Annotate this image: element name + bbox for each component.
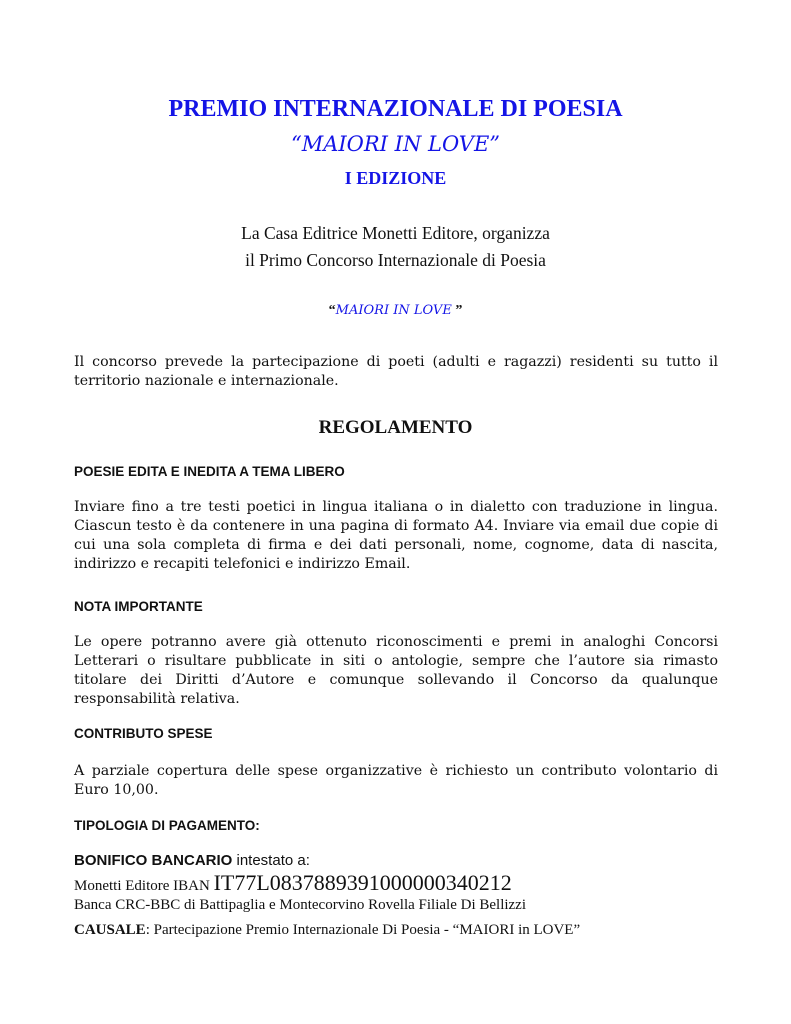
section-text-nota: Le opere potranno avere già ottenuto riconoscimenti e premi in analoghi Concorsi Letterari o risultare pubblicate in siti o antologie, sempre che l’autore sia rimasto titolare dei Diritti d’Autore e comunque sollevando il Concorso da qualunque responsabilità relativa.	[74, 634, 718, 707]
open-quote: “	[328, 303, 336, 318]
section-heading-poesie: POESIE EDITA E INEDITA A TEMA LIBERO	[74, 464, 345, 479]
causale-line	[74, 922, 580, 939]
regolamento-heading: REGOLAMENTO	[318, 417, 473, 438]
section-text-poesie: Inviare fino a tre testi poetici in lingua italiana o in dialetto con traduzione in lingua. Ciascun testo è da contenere in una pagina di formato A4. Inviare via email due copie di cui una sola completa di firma e dei dati personali, nome, cognome, data di nascita, indirizzo e recapiti telefonici e indirizzo Email.	[74, 499, 718, 572]
edition-label: I EDIZIONE	[344, 168, 447, 188]
contest-subtitle-name: MAIORI IN LOVE	[335, 303, 452, 318]
iban-code: IT77L0837889391000000340212	[213, 870, 512, 895]
section-text-contributo: A parziale copertura delle spese organizzative è richiesto un contributo volontario di Euro 10,00.	[74, 763, 718, 798]
bonifico-label: BONIFICO BANCARIO	[74, 852, 233, 869]
bonifico-line	[74, 852, 310, 870]
close-quote: ”	[451, 303, 463, 318]
section-heading-nota: NOTA IMPORTANTE	[74, 599, 203, 614]
contest-name: “MAIORI IN LOVE”	[290, 132, 501, 156]
account-holder: Monetti Editore IBAN	[74, 878, 214, 894]
causale-label: CAUSALE	[74, 922, 146, 938]
document-title: PREMIO INTERNAZIONALE DI POESIA	[168, 96, 623, 122]
bonifico-rest: intestato a:	[232, 852, 310, 869]
section-heading-pagamento: TIPOLOGIA DI PAGAMENTO:	[74, 818, 260, 833]
section-heading-contributo: CONTRIBUTO SPESE	[74, 726, 213, 741]
intro-line-1: La Casa Editrice Monetti Editore, organizza	[241, 223, 550, 243]
causale-text: : Partecipazione Premio Internazionale Di Poesia - “MAIORI in LOVE”	[145, 922, 581, 938]
intro-description: Il concorso prevede la partecipazione di poeti (adulti e ragazzi) residenti su tutto il territorio nazionale e internazionale.	[74, 354, 718, 389]
intro-line-2: il Primo Concorso Internazionale di Poesia	[245, 250, 546, 270]
iban-line	[74, 870, 512, 896]
contest-subtitle	[0, 303, 791, 319]
bank-line: Banca CRC-BBC di Battipaglia e Montecorvino Rovella Filiale Di Bellizzi	[74, 897, 527, 913]
